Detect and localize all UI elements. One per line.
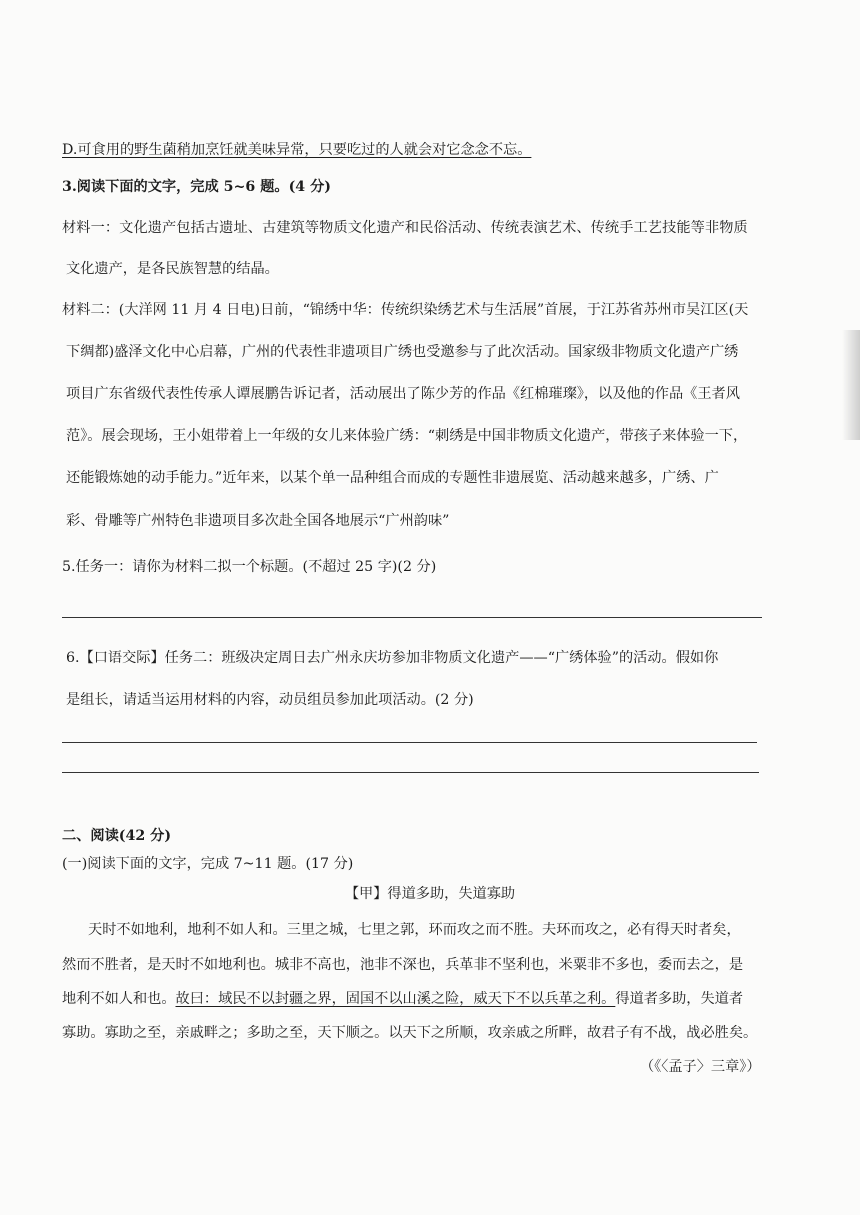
material-2-line-2: 下绸都)盛泽文化中心启幕，广州的代表性非遗项目广绣也受邀参与了此次活动。国家级非物质文化遗产广绣 — [66, 344, 739, 360]
task-6-prompt-line-1: 6.【口语交际】任务二：班级决定周日去广州永庆坊参加非物质文化遗产——“广绣体验”的活动。假如你 — [66, 650, 719, 666]
option-d: D.可食用的野生菌稍加烹饪就美味异常，只要吃过的人就会对它念念不忘。 — [62, 142, 532, 158]
material-2-line-4: 范》。展会现场，王小姐带着上一年级的女儿来体验广绣：“刺绣是中国非物质文化遗产，带孩子来体验一下， — [66, 428, 748, 444]
task-5-prompt: 5.任务一：请你为材料二拟一个标题。(不超过 25 字)(2 分) — [62, 559, 437, 575]
passage-line-4: 寡助。寡助之至，亲戚畔之；多助之至，天下顺之。以天下之所顺，攻亲戚之所畔，故君子有不战，战必胜矣。 — [62, 1025, 758, 1041]
material-2-line-3: 项目广东省级代表性传承人谭展鹏告诉记者，活动展出了陈少芳的作品《红棉璀璨》，以及他的作品《王者风 — [66, 386, 740, 402]
task-6-answer-line-1[interactable] — [62, 742, 757, 743]
passage-line-3-end: 得道者多助，失道者 — [615, 991, 744, 1007]
subsection-1-heading: (一)阅读下面的文字，完成 7~11 题。(17 分) — [62, 856, 354, 872]
material-1-line-2: 文化遗产，是各民族智慧的结晶。 — [66, 261, 279, 277]
passage-title: 【甲】得道多助，失道寡助 — [344, 886, 516, 902]
material-2-line-6: 彩、骨雕等广州特色非遗项目多次赴全国各地展示“广州韵味” — [66, 513, 450, 529]
passage-line-2: 然而不胜者，是天时不如地利也。城非不高也，池非不深也，兵革非不坚利也，米粟非不多也，委而去之，是 — [62, 957, 744, 973]
question-3-heading: 3.阅读下面的文字，完成 5~6 题。(4 分) — [62, 179, 331, 195]
material-2-line-5: 还能锻炼她的动手能力。”近年来，以某个单一品种组合而成的专题性非遗展览、活动越来越多，广绣、广 — [66, 470, 719, 486]
passage-line-1: 天时不如地利，地利不如人和。三里之城，七里之郭，环而攻之而不胜。夫环而攻之，必有得天时者矣， — [88, 922, 741, 938]
passage-line-3 — [62, 989, 743, 1009]
passage-underlined-sentence: 故曰：域民不以封疆之界，固国不以山溪之险，威天下不以兵革之利。 — [175, 991, 616, 1007]
passage-source: （《〈孟子〉三章》） — [640, 1059, 761, 1075]
task-6-answer-line-2[interactable] — [62, 772, 759, 773]
passage-line-3-start: 地利不如人和也。 — [62, 991, 176, 1007]
section-2-heading: 二、阅读(42 分) — [62, 828, 172, 844]
task-6-prompt-line-2: 是组长，请适当运用材料的内容，动员组员参加此项活动。(2 分) — [66, 692, 474, 708]
task-5-answer-line[interactable] — [62, 617, 762, 618]
material-2-line-1: 材料二：(大洋网 11 月 4 日电)日前，“锦绣中华：传统织染绣艺术与生活展”首展，于江苏省苏州市吴江区(天 — [62, 302, 749, 318]
material-1-line-1: 材料一：文化遗产包括古遗址、古建筑等物质文化遗产和民俗活动、传统表演艺术、传统手工艺技能等非物质 — [62, 220, 748, 236]
scan-edge-shadow — [842, 330, 860, 440]
